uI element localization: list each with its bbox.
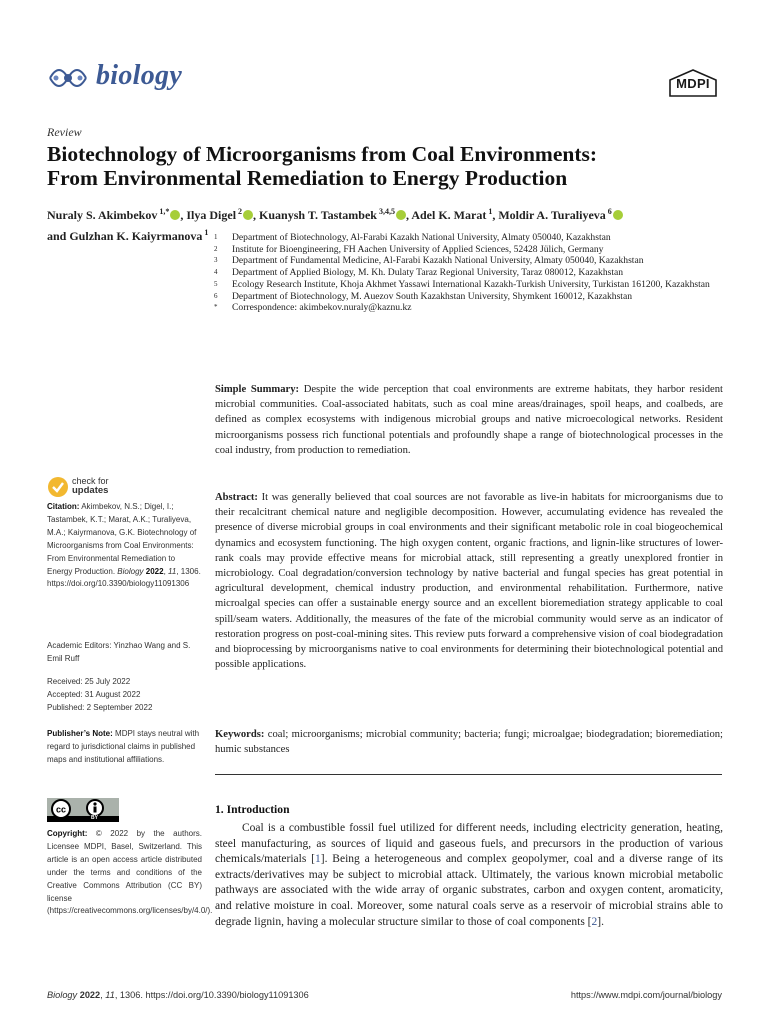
author-name: Nuraly S. Akimbekov (47, 208, 158, 222)
affiliation-row (214, 267, 734, 279)
intro-text-part-2: ]. Being a heterogeneous and complex geopolymer, coal and a diverse range of its extracts/derivatives may be subject to microbial attack. Ultimately, the various known microbial metabolic pathways are associated with the wide array of organic substrates, carbon and oxygen content, aromaticity, and relative moisture in coal. Moreover, some natural coals serve as a reservoir of microbial strains able to degrade lignin, having a molecular structure similar to those of coal components [ (215, 853, 723, 928)
accepted-date: Accepted: 31 August 2022 (47, 689, 141, 699)
affiliation-text: Department of Biotechnology, Al-Farabi Kazakh National University, Almaty 050040, Kazakhstan (232, 232, 611, 243)
affiliation-number: 3 (214, 256, 218, 265)
academic-editors: Academic Editors: Yinzhao Wang and S. Emil Ruff (47, 641, 191, 663)
affiliation-text: Department of Fundamental Medicine, Al-Farabi Kazakh National University, Almaty 050040, Kazakhstan (232, 255, 644, 267)
affiliation-text: Ecology Research Institute, Khoja Akhmet Yassawi International Kazakh-Turkish University, Turkistan 161200, Kazakhstan (232, 278, 710, 290)
check-updates-line-1: check for (72, 476, 109, 486)
author-name: Adel K. Marat (411, 208, 487, 222)
affiliation-row (214, 232, 734, 244)
author-affiliation-sup: 1,* (157, 207, 170, 216)
simple-summary (215, 382, 723, 458)
citation-link-1[interactable]: 1 (315, 853, 321, 866)
copyright-block (47, 828, 213, 918)
check-updates-button[interactable] (47, 475, 167, 499)
citation-text: Akimbekov, N.S.; Digel, I.; Tastambek, K.T.; Marat, A.K.; Turaliyeva, M.A.; Kaiyrmanova, G.K. Biotechnology of Microorganisms from Coal Environments: From Environmental Remediation to Energy Production. (47, 502, 197, 576)
affiliation-number: 2 (214, 244, 218, 253)
journal-name: biology (96, 60, 183, 91)
citation-volume: 11 (168, 566, 177, 576)
author-name: Ilya Digel (186, 208, 237, 222)
affiliations (214, 232, 734, 314)
affiliation-text: Correspondence: akimbekov.nuraly@kaznu.kz (232, 302, 412, 314)
author-affiliation-sup: 1 (202, 228, 209, 237)
abstract-text: It was generally believed that coal sources are not favorable as live-in habitats for microorganisms due to their recalcitrant chemical nature and negligible decomposition. However, accumulating evidence has revealed the presence of diverse microbial groups in coal environments and their significant metabolic role in coal biogeochemical dynamics and ecosystem functioning. The high oxygen content, organic fractions, and lignin-like structures of lower-rank coals may provide effective means for microbial attack, still representing a greatly unexplored frontier in microbiology. Coal degradation/conversion technology by native bacterial and fungal species has great potential in agricultural development, chemical industry production, and environmental rehabilitation. Furthermore, native microalgal species can offer a sustainable energy source and an excellent bioremediation strategy applicable to coal spill/seam waters. Additionally, the measures of the fate of the microbial community would serve as an indicator of restoration progress on post-coal-mining sites. This review puts forward a comprehensive vision of coal biodegradation and bioprocessing by microorganisms native to coal environments for determining their biotechnological potential and possible applications. (215, 492, 724, 671)
author-affiliation-sup: 2 (236, 207, 243, 216)
affiliation-row (214, 291, 734, 303)
publisher-name: MDPI (676, 76, 710, 91)
affiliation-row (214, 255, 734, 267)
author-name: and Gulzhan K. Kaiyrmanova (47, 229, 203, 243)
citation-journal: Biology (117, 566, 144, 576)
keywords-label: Keywords: (215, 729, 265, 740)
orcid-icon[interactable] (170, 210, 180, 220)
author-affiliation-sup: 1 (486, 207, 493, 216)
title-line-2: From Environmental Remediation to Energy Production (47, 166, 568, 190)
publisher-note-label: Publisher’s Note: (47, 729, 113, 738)
affiliation-number: 1 (214, 233, 218, 241)
affiliation-row (214, 279, 734, 291)
footer-volume: 11 (105, 990, 115, 1000)
article-title (47, 142, 737, 190)
copyright-label: Copyright: (47, 829, 88, 838)
affiliation-number: 4 (214, 268, 218, 277)
footer-year: 2022 (79, 990, 101, 1000)
simple-summary-label: Simple Summary: (215, 384, 300, 395)
author-affiliation-sup: 6 (605, 207, 612, 216)
dates-block (47, 676, 202, 715)
citation-label: Citation: (47, 502, 80, 511)
check-updates-icon (47, 476, 69, 498)
affiliation-text: Institute for Bioengineering, FH Aachen University of Applied Sciences, 52428 Jülich, Germany (232, 243, 604, 255)
author-affiliation-sup: 3,4,5 (376, 207, 395, 216)
title-line-1: Biotechnology of Microorganisms from Coal Environments: (47, 142, 598, 166)
affiliation-row (214, 302, 734, 314)
intro-text-part-3: ]. (597, 915, 604, 928)
abstract-label: Abstract: (215, 492, 258, 503)
simple-summary-text: Despite the wide perception that coal environments are extreme habitats, they harbor resident microbial communities. Coal-associated habitats, such as coal mine areas/drainages, spoil heaps, and coalbeds, are defined as complex ecosystems with indigenous microbial groups and native microecological networks. Resident microorganisms possess rich functional potentials and profoundly shape a range of biotechnological processes in the coal industry, from production to remediation. (215, 384, 723, 456)
published-date: Published: 2 September 2022 (47, 702, 153, 712)
article-type: Review (47, 125, 82, 139)
section-divider (215, 774, 722, 775)
copyright-text: © 2022 by the authors. Licensee MDPI, Basel, Switzerland. This article is an open access article distributed under the terms and conditions of the Creative Commons Attribution (CC BY) license (https://creativecommons.org/licenses/by/4.0/). (47, 829, 213, 916)
keywords-text: coal; microorganisms; microbial community; bacteria; fungi; microalgae; biodegradation; bioremediation; humic substances (215, 729, 723, 756)
affiliation-row (214, 244, 734, 256)
orcid-icon[interactable] (396, 210, 406, 220)
received-date: Received: 25 July 2022 (47, 677, 131, 686)
orcid-icon[interactable] (243, 210, 253, 220)
author-list: Nuraly S. Akimbekov $^{1,*}$ , Ilya Digel $^2$ , Kuanysh T. Tastambek $^{3,4,5}$ , Adel K. Marat $^1$, Moldir A. Turaliyeva $^6$ and Gulzhan K. Kaiyrmanova $^1$ (47, 203, 737, 245)
footer-journal: Biology (47, 990, 78, 1000)
affiliation-text: Department of Biotechnology, M. Auezov South Kazakhstan University, Shymkent 160012, Kazakhstan (232, 290, 633, 302)
citation-year: 2022 (145, 566, 164, 576)
intro-paragraph (215, 821, 723, 930)
orcid-icon[interactable] (613, 210, 623, 220)
citation-block: Citation: Akimbekov, N.S.; Digel, I.; Tastambek, K.T.; Marat, A.K.; Turaliyeva, M.A.; Kaiyrmanova, G.K. Biotechnology of Microorganisms from Coal Environments: From Environmental Remediation to Energy Production. Biology 2022, 11, 1306. https://doi.org/10.3390/biology11091306 (47, 502, 201, 589)
intro-heading: 1. Introduction (215, 803, 290, 816)
publisher-note-text: MDPI stays neutral with regard to jurisdictional claims in published maps and institutional affiliations. (47, 729, 200, 764)
affiliation-number: * (214, 303, 218, 312)
keywords (215, 727, 723, 757)
footer-journal-url[interactable]: https://www.mdpi.com/journal/biology (570, 990, 722, 1000)
footer-citation: Biology 2022, 11, 1306. https://doi.org/10.3390/biology11091306 (47, 990, 309, 1000)
journal-logo-icon (47, 60, 89, 96)
citation-doi[interactable]: , 1306. https://doi.org/10.3390/biology11091306 (47, 566, 201, 589)
publisher-note (47, 728, 202, 767)
check-updates-line-2: updates (72, 485, 109, 496)
author-name: Kuanysh T. Tastambek (259, 208, 377, 222)
svg-text:cc: cc (55, 804, 67, 815)
intro-text-part-1: Coal is a combustible fossil fuel utilized for different needs, including electricity generation, heating, steel manufacturing, as sources of liquid and gaseous fuels, and precursors in the production of various chemicals/materials [ (215, 822, 723, 866)
affiliation-number: 5 (214, 279, 218, 288)
author-name: Moldir A. Turaliyeva (498, 208, 606, 222)
cc-by-icon[interactable] (47, 798, 119, 822)
citation-link-2[interactable]: 2 (591, 915, 598, 928)
abstract (215, 490, 723, 672)
mdpi-logo-icon (664, 68, 722, 98)
affiliation-number: 6 (214, 291, 218, 300)
affiliation-text: Department of Applied Biology, M. Kh. Dulaty Taraz Regional University, Taraz 080012, Kazakhstan (232, 267, 624, 279)
cc-by-label: BY (91, 815, 98, 821)
footer-doi[interactable]: , 1306. https://doi.org/10.3390/biology11091306 (114, 990, 309, 1000)
